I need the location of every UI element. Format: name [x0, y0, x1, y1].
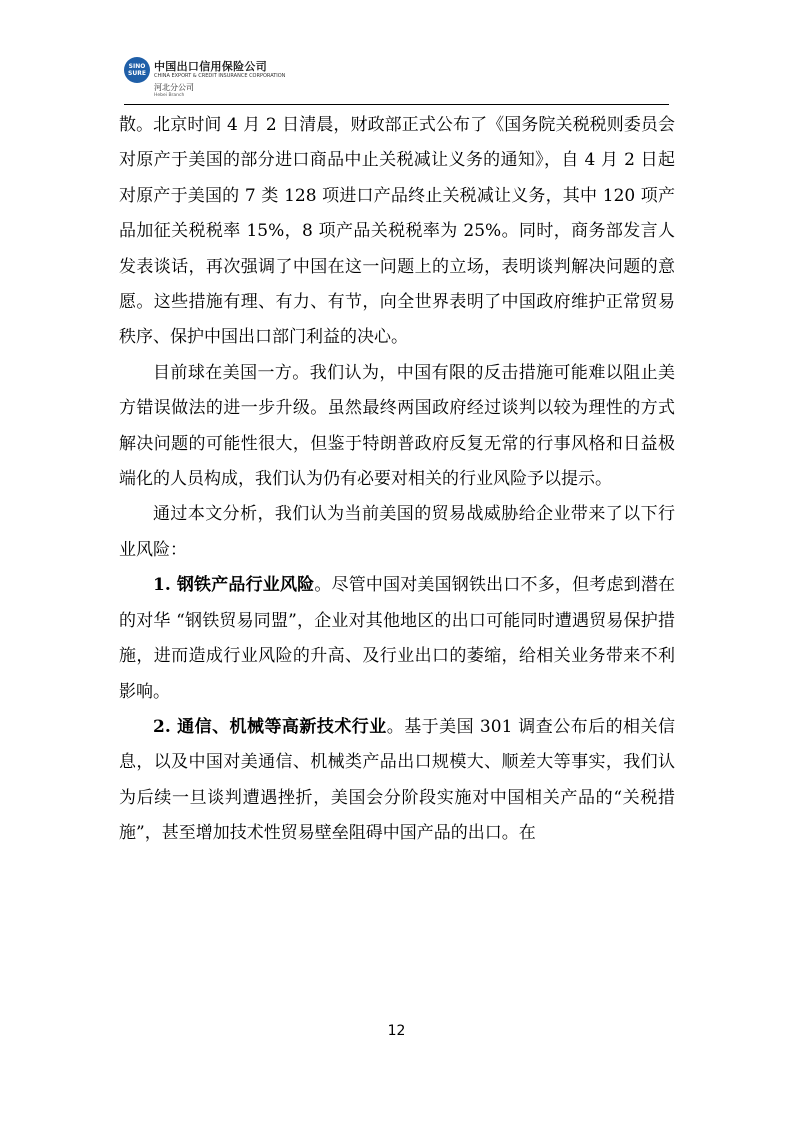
- page-number: 12: [387, 1023, 406, 1039]
- company-name-cn: 中国出口信用保险公司: [154, 60, 267, 73]
- branch-name-en: Hebei Branch: [154, 93, 185, 98]
- page-header: [124, 55, 669, 103]
- header-divider: [124, 104, 669, 105]
- hightech-risk-heading: 2. 通信、机械等高新技术行业: [153, 716, 387, 737]
- steel-risk-heading: 1. 钢铁产品行业风险: [153, 575, 315, 596]
- paragraph-2: 目前球在美国一方。我们认为，中国有限的反击措施可能难以阻止美方错误做法的进一步升级。虽然最终两国政府经过谈判以较为理性的方式解决问题的可能性很大，但鉴于特朗普政府反复无常的行事风格和日益极端化的人员构成，我们认为仍有必要对相关的行业风险予以提示。: [119, 362, 675, 490]
- company-name-en: CHINA EXPORT & CREDIT INSURANCE CORPORATION: [154, 73, 286, 79]
- sinosure-logo-icon: [124, 57, 150, 83]
- paragraph-3: 通过本文分析，我们认为当前美国的贸易战威胁给企业带来了以下行业风险：: [119, 504, 675, 560]
- logo-badge-text: SINO SURE: [128, 63, 146, 77]
- steel-risk-text: 。尽管中国对美国钢铁出口不多，但考虑到潜在的对华 “钢铁贸易同盟”，企业对其他地区的出口可能同时遭遇贸易保护措施，进而造成行业风险的升高、及行业出口的萎缩，给相关业务带来不利影响。: [119, 575, 676, 702]
- paragraph-1: 散。北京时间 4 月 2 日清晨，财政部正式公布了《国务院关税税则委员会对原产于美国的部分进口商品中止关税减让义务的通知》，自 4 月 2 日起对原产于美国的 7 类 128 项进口产品终止关税减让义务，其中 120 项产品加征关税税率 15%，8 项产品关税税率为 25%。同时，商务部发言人发表谈话，再次强调了中国在这一问题上的立场，表明谈判解决问题的意愿。这些措施有理、有力、有节，向全世界表明了中国政府维护正常贸易秩序、保护中国出口部门利益的决心。: [119, 115, 675, 348]
- document-body: [119, 108, 675, 852]
- hightech-risk-text: 。基于美国 301 调查公布后的相关信息，以及中国对美通信、机械类产品出口规模大、顺差大等事实，我们认为后续一旦谈判遭遇挫折，美国会分阶段实施对中国相关产品的“关税措施”，甚至增加技术性贸易壁垒阻碍中国产品的出口。在: [119, 716, 675, 844]
- paragraph-5: [119, 710, 675, 852]
- branch-name-cn: 河北分公司: [154, 83, 194, 92]
- paragraph-4: [119, 568, 675, 710]
